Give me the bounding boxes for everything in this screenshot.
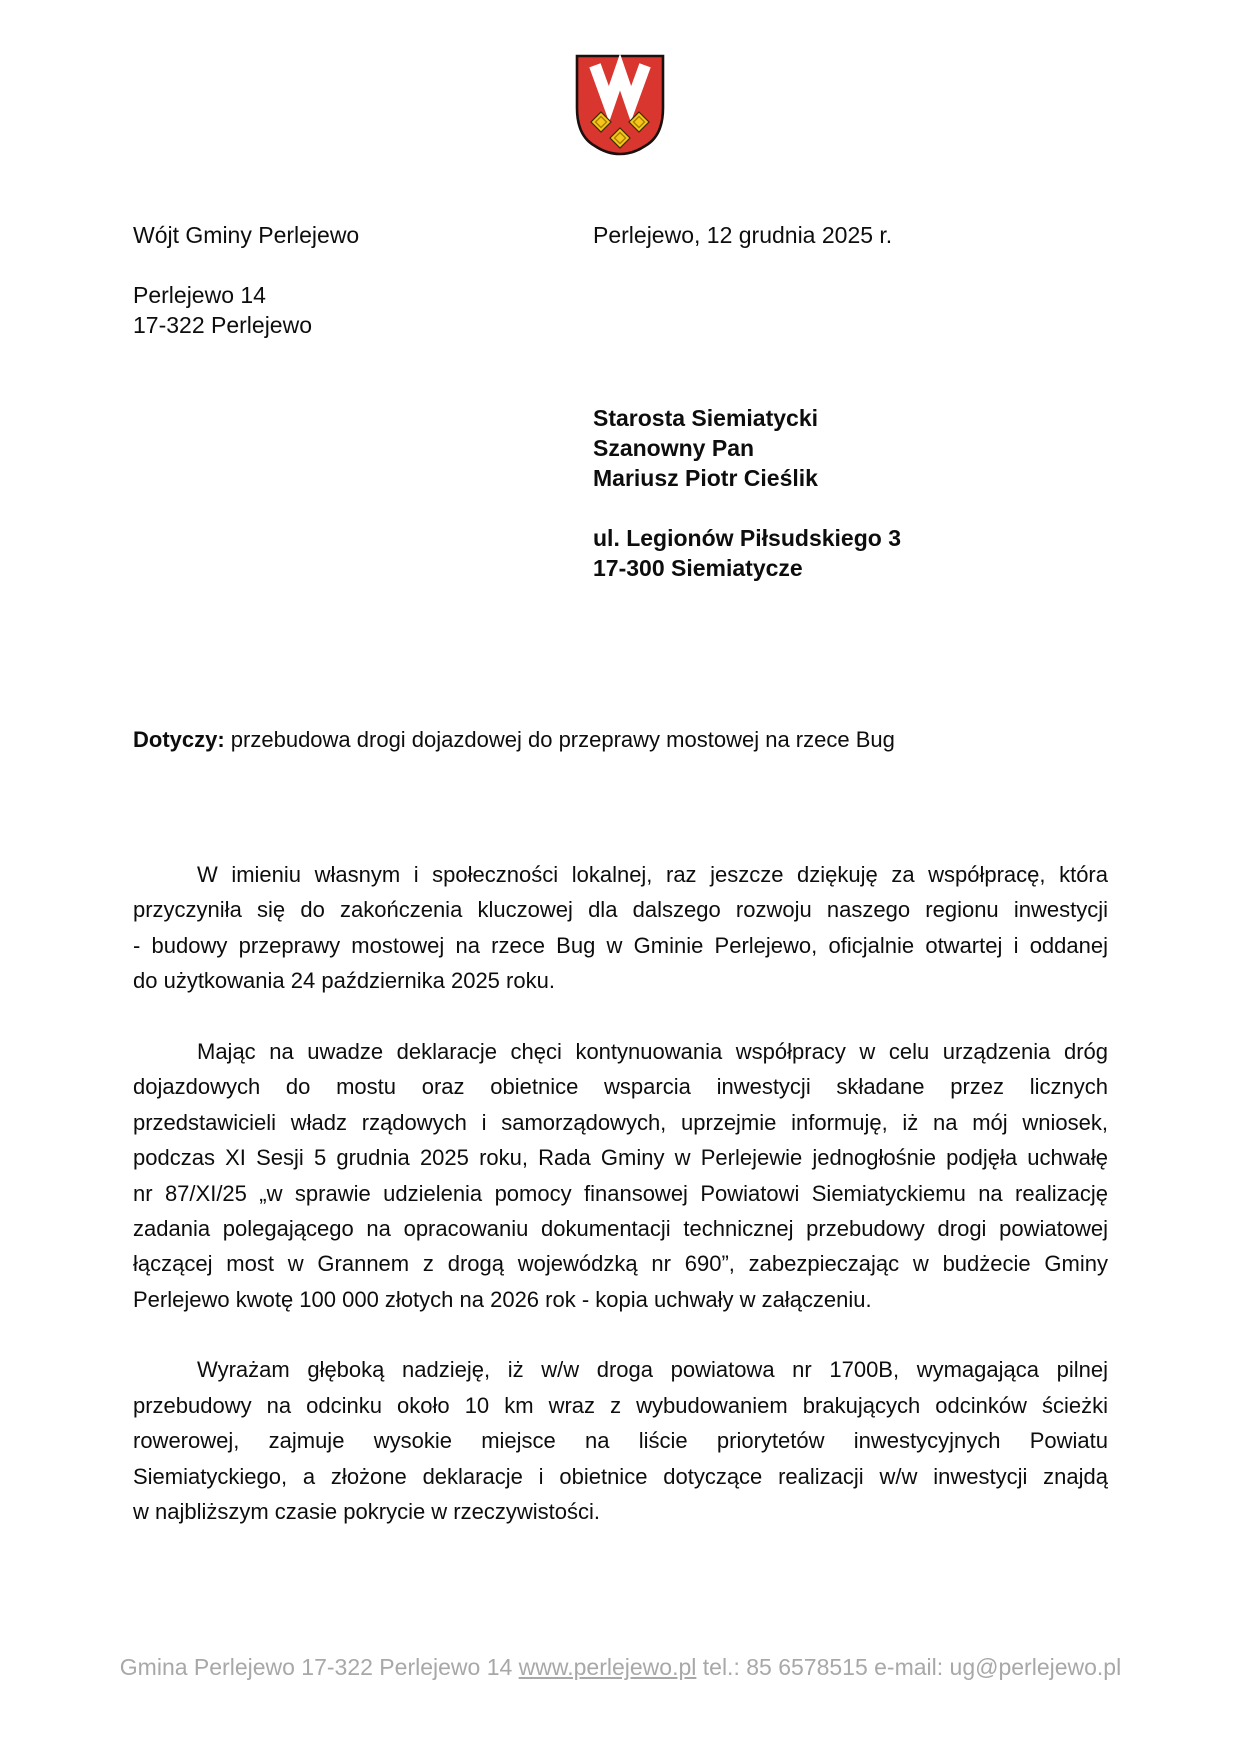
page-footer	[0, 1652, 1241, 1682]
footer-address-text: Gmina Perlejewo 17-322 Perlejewo 14	[119, 1654, 519, 1680]
paragraph-line: Wyrażam głęboką nadzieję, iż w/w droga powiatowa nr 1700B, wymagająca pilnej	[197, 1357, 1108, 1383]
sender-address	[133, 280, 312, 340]
subject-line	[133, 726, 895, 754]
paragraph-line: Perlejewo kwotę 100 000 złotych na 2026 rok - kopia uchwały w załączeniu.	[133, 1286, 872, 1312]
subject-label: Dotyczy:	[133, 727, 225, 752]
coat-of-arms	[573, 52, 667, 158]
recipient-address	[593, 403, 901, 583]
paragraph-line: W imieniu własnym i społeczności lokalnej, raz jeszcze dziękuję za współpracę, która	[197, 862, 1108, 887]
text-line	[593, 493, 901, 523]
paragraph	[133, 857, 1108, 999]
paragraph-line: przyczyniła się do zakończenia kluczowej dla dalszego rozwoju naszego regionu inwestycji	[133, 897, 1108, 923]
footer-website-link[interactable]: www.perlejewo.pl	[518, 1654, 697, 1680]
subject-text: przebudowa drogi dojazdowej do przeprawy mostowej na rzece Bug	[224, 727, 895, 752]
text-line: ul. Legionów Piłsudskiego 3	[593, 525, 901, 551]
paragraph-line: łączącej most w Grannem z drogą wojewódzką nr 690”, zabezpieczając w budżecie Gminy	[133, 1251, 1108, 1277]
paragraph-line: - budowy przeprawy mostowej na rzece Bug w Gminie Perlejewo, oficjalnie otwartej i oddanej	[133, 932, 1108, 958]
paragraph-line: Mając na uwadze deklaracje chęci kontynuowania współpracy w celu urządzenia dróg	[197, 1038, 1108, 1064]
text-line: 17-300 Siemiatycze	[593, 555, 803, 581]
paragraph-line: do użytkowania 24 października 2025 roku.	[133, 968, 555, 994]
paragraph-line: rowerowej, zajmuje wysokie miejsce na liście priorytetów inwestycyjnych Powiatu	[133, 1428, 1108, 1454]
paragraph-line: dojazdowych do mostu oraz obietnice wsparcia inwestycji składane przez licznych	[133, 1074, 1108, 1100]
text-line: Szanowny Pan	[593, 435, 755, 461]
paragraph-line: podczas XI Sesji 5 grudnia 2025 roku, Rada Gminy w Perlejewie jednogłośnie podjęła uchwałę	[133, 1145, 1108, 1171]
paragraph-line: w najbliższym czasie pokrycie w rzeczywistości.	[133, 1499, 600, 1525]
sender-title: Wójt Gminy Perlejewo	[133, 222, 360, 248]
text-line: Starosta Siemiatycki	[593, 405, 819, 431]
coat-of-arms-icon	[573, 52, 667, 158]
paragraph-line: przedstawicieli władz rządowych i samorządowych, uprzejmie informuję, iż na mój wniosek,	[133, 1109, 1108, 1135]
paragraph-line: nr 87/XI/25 „w sprawie udzielenia pomocy finansowej Powiatowi Siemiatyckiemu na realizację	[133, 1180, 1108, 1206]
paragraph-line: zadania polegającego na opracowaniu dokumentacji technicznej przebudowy drogi powiatowej	[133, 1215, 1108, 1241]
paragraph-line: Siemiatyckiego, a złożone deklaracje i obietnice dotyczące realizacji w/w inwestycji znajdą	[133, 1463, 1108, 1489]
text-line: Perlejewo 14	[133, 282, 266, 308]
text-line: Mariusz Piotr Cieślik	[593, 465, 818, 491]
text-line: 17-322 Perlejewo	[133, 312, 313, 338]
letter-body	[133, 857, 1108, 1565]
paragraph	[133, 1352, 1108, 1529]
paragraph	[133, 1034, 1108, 1317]
paragraph-line: przebudowy na odcinku około 10 km wraz z wybudowaniem brakujących odcinków ścieżki	[133, 1392, 1108, 1418]
dateline: Perlejewo, 12 grudnia 2025 r.	[593, 222, 893, 248]
footer-contact-text: tel.: 85 6578515 e-mail: ug@perlejewo.pl	[696, 1654, 1122, 1680]
